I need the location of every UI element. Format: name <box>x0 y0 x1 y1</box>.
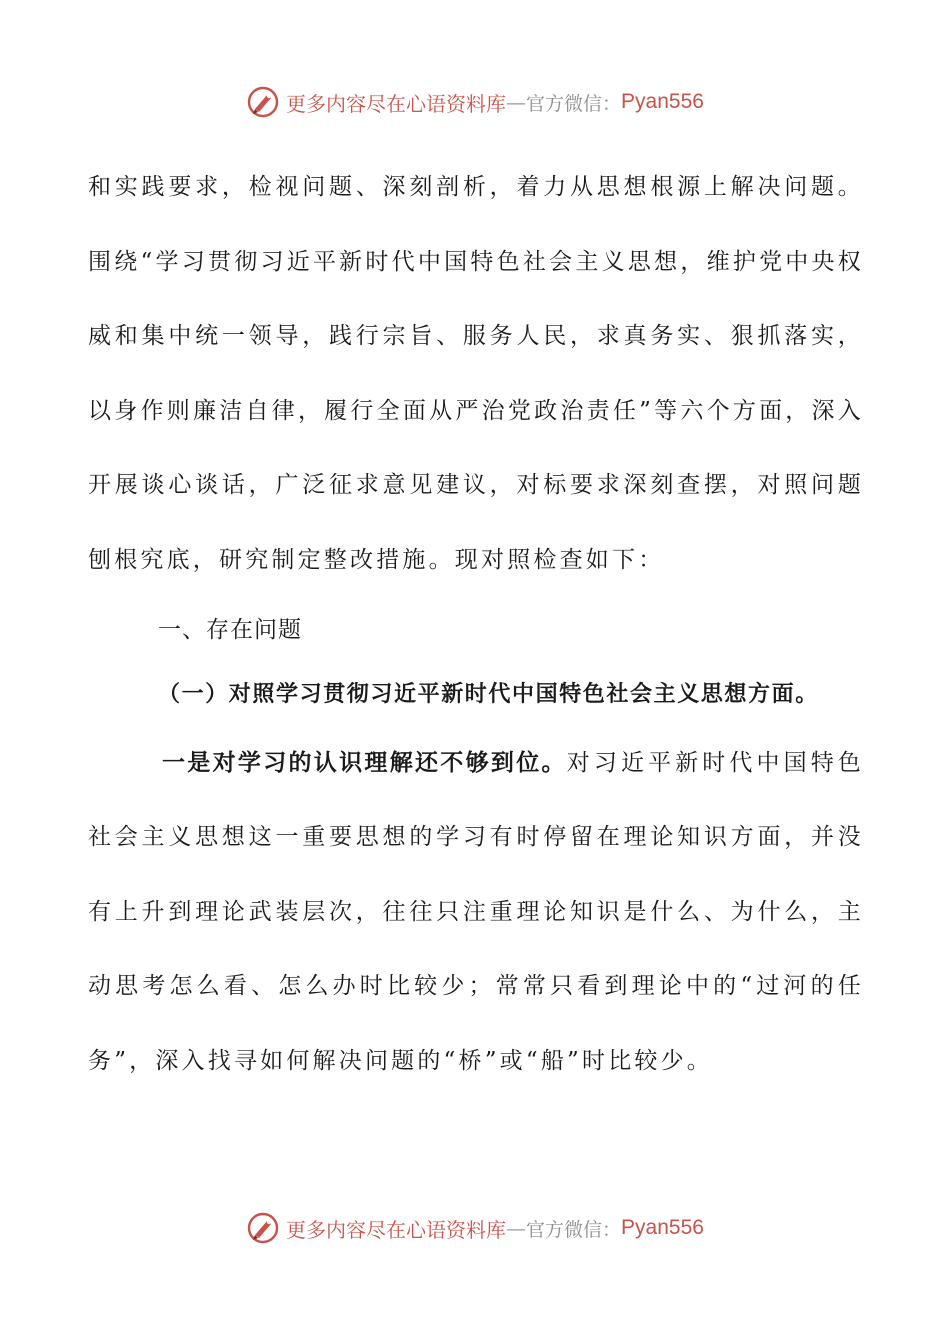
intro-paragraph: 和实践要求，检视问题、深刻剖析，着力从思想根源上解决问题。围绕“学习贯彻习近平新时代中国特色社会主义思想，维护党中央权威和集中统一领导，践行宗旨、服务人民，求真务实、狠抓落实，以身作则廉洁自律，履行全面从严治党政治责任”等六个方面，深入开展谈心谈话，广泛征求意见建议，对标要求深刻查摆，对照问题刨根究底，研究制定整改措施。现对照检查如下： <box>88 174 864 573</box>
pen-logo-icon <box>246 1211 280 1245</box>
watermark-wechat-id: Pyan556 <box>621 90 704 113</box>
subsection-heading: （一）对照学习贯彻习近平新时代中国特色社会主义思想方面。 <box>158 680 819 707</box>
watermark-wechat-label: 官方微信： <box>526 1218 622 1241</box>
watermark-wechat-label: 官方微信： <box>526 92 622 115</box>
pen-logo-icon <box>246 85 280 119</box>
watermark-site-text: 更多内容尽在心语资料库 <box>286 91 507 116</box>
footer-watermark <box>0 1208 950 1248</box>
header-watermark <box>0 82 950 122</box>
point-paragraph <box>88 726 864 1099</box>
document-body <box>88 150 864 1099</box>
watermark-site-text: 更多内容尽在心语资料库 <box>286 1217 507 1242</box>
watermark-separator: — <box>506 90 527 114</box>
watermark-separator: — <box>506 1216 527 1240</box>
section-heading: 一、存在问题 <box>158 616 302 643</box>
point-text: 对习近平新时代中国特色社会主义思想这一重要思想的学习有时停留在理论知识方面，并没有上升到理论武装层次，往往只注重理论知识是什么、为什么，主动思考怎么看、怎么办时比较少；常常只看到理论中的“过河的任务”，深入找寻如何解决问题的“桥”或“船”时比较少。 <box>88 749 864 1074</box>
point-lead: 一是对学习的认识理解还不够到位。 <box>162 749 567 776</box>
watermark-wechat-id: Pyan556 <box>621 1216 704 1239</box>
